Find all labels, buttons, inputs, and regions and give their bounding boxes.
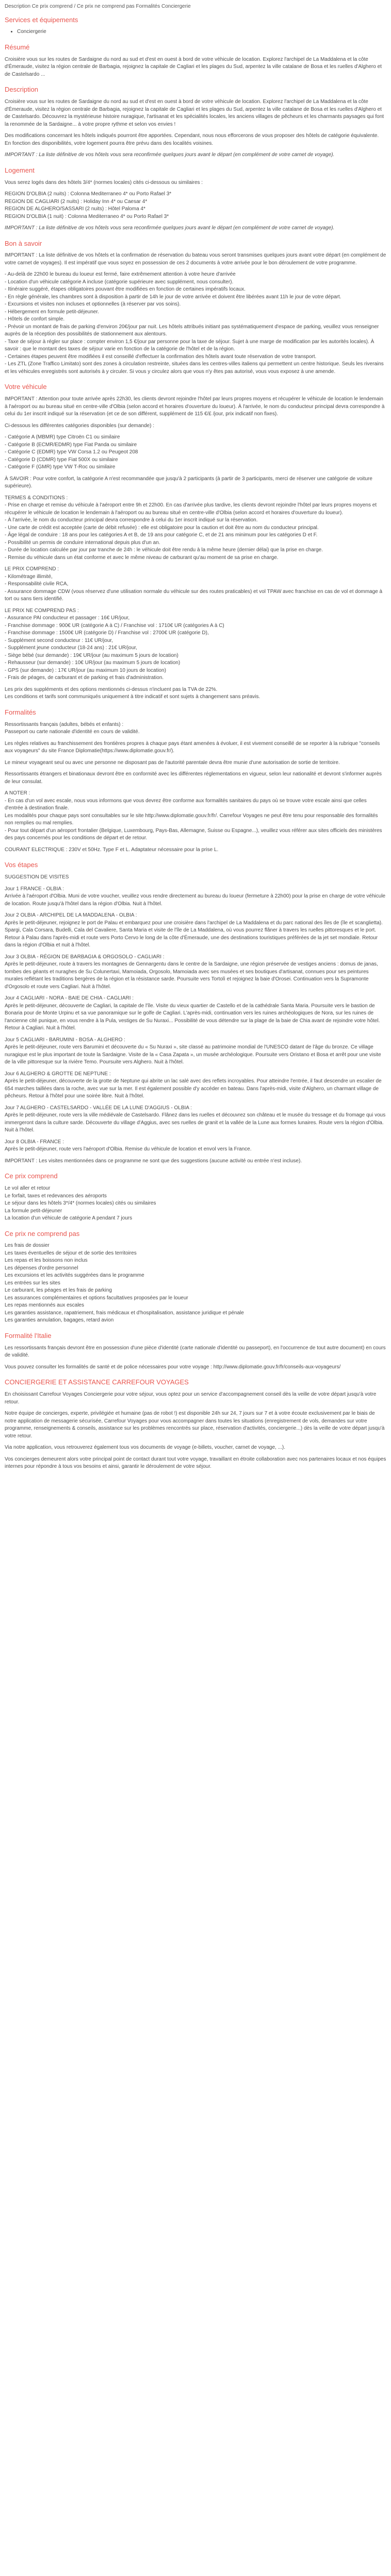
vehicule-note: Les prix des suppléments et des options mentionnés ci-dessus n'incluent pas la TVA de 22%. xyxy=(5,686,218,692)
conciergerie-paragraph: En choisissant Carrefour Voyages Conciergerie pour votre séjour, vous optez pour un service d'accompagnement conseil dès la veille de votre départ jusqu'à votre retour. xyxy=(5,1392,377,1405)
bonasavoir-line: - En règle générale, les chambres sont à disposition à partir de 14h le jour de votre arrivée et doivent être libérées avant 11h le jour de votre départ. xyxy=(5,294,341,300)
vehicule-category: - Catégorie C (EDMR) type VW Corsa 1.2 ou Peugeot 208 xyxy=(5,449,138,455)
vehicule-paragraph: IMPORTANT : Attention pour toute arrivée après 22h30, les clients devront rejoindre l'hôtel par leurs propres moyens et récupérer le véhicule de location le lendemain à l'aéroport ou au bureau situé en centre-ville d'Olbia (selon accord et horaires d'ouverture du loueur). À l'arrivée, le nom du conducteur principal devra correspondre à celui du 1er inscrit indiqué sur la réservation (et ce de son différent, supplément de 115 €/£ /jour, prix indicatif non fixes). xyxy=(5,396,385,417)
hotel-line: REGION D'OLBIA (2 nuits) : Colonna Mediterraneo 4* ou Porto Rafael 3* xyxy=(5,191,172,197)
bonasavoir-line: - Itinéraire suggéré, étapes obligatoires pouvant être modifiées en fonction de certaines impératifs locaux. xyxy=(5,286,246,293)
bonasavoir-line: - Excursions et visites non incluses et optionnelles (à réserver par vos soins). xyxy=(5,301,181,308)
bonasavoir-line: - Taxe de séjour à régler sur place : compter environ 1,5 €/jour par personne pour la taxe de séjour. Sujet à une marge de modification par les autorités locales). À savoir : que le montant des taxes de séjour varie en fonction de la catégorie de l'hôtel et de la région. xyxy=(5,338,374,352)
exclus-line: Les repas et les boissons non inclus xyxy=(5,1258,88,1264)
excludes-line: - Assurance PAI conducteur et passager : 16€ UR/jour, xyxy=(5,615,130,621)
terms-title: TERMES & CONDITIONS : xyxy=(5,495,68,501)
formalite-italie-paragraph: Vous pouvez consulter les formalités de santé et de police nécessaires pour votre voyage : http://www.diplomatie.gouv.fr/fr/conseils-aux-voyageurs/ xyxy=(5,1364,341,1370)
day-heading: Jour 3 OLBIA - RÉGION DE BARBAGIA & ORGOSOLO - CAGLIARI : xyxy=(5,954,165,960)
services-list xyxy=(5,28,386,36)
service-item: • Conciergerie xyxy=(17,28,386,36)
includes-line: - Assurance dommage CDW (vous réservez d'une utilisation normale du véhicule sur des routes praticables) et vol TPAW avec franchise en cas de vol et dommage à tort ou sans tiers identifié. xyxy=(5,588,383,602)
bonasavoir-line: - Hôtels de confort simple. xyxy=(5,316,65,323)
exclus-line: Les garanties assistance, rapatriement, frais médicaux et d'hospitalisation, assistance juridique et pénale xyxy=(5,1310,244,1316)
services-section xyxy=(5,16,386,36)
description-section xyxy=(5,86,386,159)
day-heading: Jour 6 ALGHERO & GROTTE DE NEPTUNE : xyxy=(5,1071,111,1077)
resume-section xyxy=(5,43,386,78)
bonasavoir-section xyxy=(5,240,386,376)
formalite-italie-section xyxy=(5,1332,386,1371)
day-text: Après le petit-déjeuner, route vers l'aéroport d'Olbia. Remise du véhicule de location et envol vers la France. xyxy=(5,1146,252,1153)
excludes-line: - Franchise dommage : 900€ UR (catégorie A à C) / Franchise vol : 1710€ UR (catégories A à C) xyxy=(5,622,224,629)
excludes-line: - Siège bébé (sur demande) : 19€ UR/jour (au maximum 5 jours de location) xyxy=(5,652,178,658)
terms-line: - Une carte de crédit est acceptée (carte de débit refusée) : elle est obligatoire pour la caution et doit être au nom du conducteur principal. xyxy=(5,524,319,531)
bonasavoir-line: - Prévoir un montant de frais de parking d'environ 20€/jour par nuit. Les hôtels attribués initiant pas systématiquement d'espace de parking, veuillez vous renseigner auprès de la réception des possibilités de stationnement aux alentours. xyxy=(5,324,379,337)
etapes-section xyxy=(5,861,386,1165)
exclus-line: Le carburant, les péages et les frais de parking xyxy=(5,1287,112,1294)
formalites-note-title: A NOTER : xyxy=(5,790,30,796)
day-text: Après le petit-déjeuner, route vers Barumini et découverte du « Su Nuraxi », site classé au patrimoine mondial de l'UNESCO datant de l'âge du bronze. Ce village nuragique est le plus important de toute la Sardaigne. Visite de la « Casa Zapata », un musée archéologique. Poursuite vers Oristano et Bosa et arrêt pour une visite de la ville pittoresque sur la rivière Temo. Poursuite vers Alghero. Nuit à l'hôtel. xyxy=(5,1044,381,1065)
vehicule-paragraph: À SAVOIR : Pour votre confort, la catégorie A n'est recommandée que jusqu'à 2 participants (à partir de 3 participants, merci de réserver une catégorie de voiture supérieure). xyxy=(5,476,372,489)
day-heading: Jour 5 CAGLIARI - BARUMINI - BOSA - ALGHERO : xyxy=(5,1037,125,1043)
exclus-line: Les repas mentionnés aux escales xyxy=(5,1302,84,1309)
day-text: Arrivée à l'aéroport d'Olbia. Muni de votre voucher, veuillez vous rendre directement au bureau du loueur (fermeture à 22h00) pour la prise en charge de votre véhicule de location. Route jusqu'à l'hôtel dans la région d'Olbia. Nuit à l'hôtel. xyxy=(5,893,386,907)
day-text: Après le petit-déjeuner, rejoignez le port de Palau et embarquez pour une croisière dans l'archipel de La Maddalena et du parc national des îles de (île et scanglietta). Spargi, Cala Corsara, Budelli, Cala del Cavaliere, Santa Maria et visite de l'île de La Maddalena, où vous pourrez flâner à travers les ruelles pittoresques et le port. Retour à Palau dans l'après-midi et route vers Porto Cervo le long de la côte d'Émeraude, une des destinations touristiques préférées de la jet set mondiale. Retour dans la région d'Olbia et nuit à l'hôtel. xyxy=(5,920,383,948)
vehicule-note: Les conditions et tarifs sont communiqués uniquement à titre indicatif et sont sujets à changement sans préavis. xyxy=(5,694,260,700)
day-heading: Jour 7 ALGHERO - CASTELSARDO - VALLÉE DE LA LUNE D'AGGIUS - OLBIA : xyxy=(5,1105,192,1111)
hotel-line: REGION D'OLBIA (1 nuit) : Colonna Mediterraneo 4* ou Porto Rafael 3* xyxy=(5,213,169,219)
formalites-electric: COURANT ELECTRIQUE : 230V et 50Hz. Type F et L. Adaptateur nécessaire pour la prise L. xyxy=(5,846,219,853)
bonasavoir-line: - Location d'un véhicule catégorie A incluse (catégorie supérieure avec supplément, nous consulter). xyxy=(5,279,234,285)
bonasavoir-line: - Certaines étapes peuvent être modifiées il est conseillé d'effectuer la confirmation des hôtels avant toute réservation de votre transport. xyxy=(5,353,317,360)
formalites-line: Ressortissants français (adultes, bébés et enfants) : xyxy=(5,721,124,727)
terms-line: - Prise en charge et remise du véhicule à l'aéroport entre 9h et 22h00. En cas d'arrivée plus tardive, les clients devront rejoindre l'hôtel par leurs propres moyens et récupérer le véhicule de location le lendemain à l'aéroport ou au bureau situé en centre-ville d'Olbia (selon accord et horaires d'ouverture du loueur). xyxy=(5,502,377,516)
formalites-note-line: Les modalités pour chaque pays sont consultables sur le site http://www.diplomatie.gouv.fr/fr/. Carrefour Voyages ne peut être tenu pour responsable des formalités non remplies ou mal remplies. xyxy=(5,812,378,826)
day-heading: Jour 2 OLBIA - ARCHIPEL DE LA MADDALENA - OLBIA : xyxy=(5,912,137,919)
conciergerie-section xyxy=(5,1378,386,1470)
vehicule-category: - Catégorie D (CDMR) type Fiat 500X ou similaire xyxy=(5,456,118,463)
terms-line: - Remise du véhicule dans un état conforme et avec le même niveau de carburant qu'au moment de sa prise en charge. xyxy=(5,554,279,561)
day-text: Après le petit-déjeuner, découverte de la grotte de Neptune qui abrite un lac salé avec des reflets incroyables. Pour atteindre l'entrée, il faut descendre un escalier de 654 marches taillées dans la roche, avec vue sur la mer. Il est également possible d'y accéder en bateau. Dans l'après-midi, visite d'Alghero, un charmant village de pêcheurs. Retour à l'hôtel pour une soirée libre. Nuit à l'hôtel. xyxy=(5,1078,382,1099)
exclus-title: Ce prix ne comprend pas xyxy=(5,1229,80,1238)
exclus-line: Les assurances complémentaires et options facultatives proposées par le loueur xyxy=(5,1295,188,1301)
terms-line: - Possibilité un permis de conduire international depuis plus d'un an. xyxy=(5,539,160,546)
description-paragraph: Croisière vous sur les routes de Sardaigne du nord au sud et d'est en ouest à bord de votre véhicule de location. Explorez l'archipel de La Maddalena et la côte d'Émeraude, visitez la région centrale de Barbagia, rejoignez la capitale de Cagliari et les plages du Sud, arpentez la ville catalane de Bosa et les ruelles d'Alghero et de Castelsardo. Découvrez la mystérieuse histoire nuragique, l'artisanat et les spécialités locales, les anciens villages de pêcheurs et les charmants paysages qui font la renommée de la Sardaigne... à votre propre rythme et selon vos envies ! xyxy=(5,99,384,127)
logement-section xyxy=(5,166,386,232)
vehicule-paragraph: Ci-dessous les différentes catégories disponibles (sur demande) : xyxy=(5,422,154,429)
terms-line: - À l'arrivée, le nom du conducteur principal devra correspondre à celui du 1er inscrit indiqué sur la réservation. xyxy=(5,517,258,523)
includes-title: LE PRIX COMPREND : xyxy=(5,566,59,572)
formalite-italie-paragraph: Les ressortissants français devront être en possession d'une pièce d'identité (carte nationale d'identité ou passeport), en l'occurrence de tout autre document) en cours de validité. xyxy=(5,1345,386,1359)
formalites-line: Passeport ou carte nationale d'identité en cours de validité. xyxy=(5,729,140,735)
formalites-paragraph: Les règles relatives au franchissement des frontières propres à chaque pays étant amenées à évoluer, il est vivement conseillé de se reporter à la rubrique "conseils aux voyageurs" du site France Diplomatie(https://www.diplomatie.gouv.fr/). xyxy=(5,740,380,754)
formalites-note-line: - En cas d'un vol avec escale, nous vous informons que vous devrez être conforme aux formalités sanitaires du pays où se trouve votre escale ainsi que celles d'entrée à destination finale. xyxy=(5,798,367,811)
terms-line: - Âge légal de conduire : 18 ans pour les catégories A et B, de 19 ans pour catégorie C, et de 21 ans minimum pour les catégories D et F. xyxy=(5,532,318,538)
conciergerie-paragraph: Via notre application, vous retrouverez également tous vos documents de voyage (e-billets, voucher, carnet de voyage, ...). xyxy=(5,1445,286,1451)
day-heading: Jour 4 CAGLIARI - NORA - BAIE DE CHIA - CAGLIARI : xyxy=(5,995,134,1002)
formalites-section xyxy=(5,708,386,854)
formalites-paragraph: Ressortissants étrangers et binationaux devront être en conformité avec les différentes réglementations en vigueur, selon leur nationalité et devront s'informer auprès de leur consulat. xyxy=(5,771,382,785)
day-text: Après le petit-déjeuner, route à travers les montagnes de Gennargentu dans le centre de la Sardaigne, une région préservée de vestiges anciens : domus de janas, tombes des géants et nuraghes de Su Colunertaxi, Mamoiada, Orgosolo, Mamoiada avec ses musées et ses boutiques d'artisanat, connues pour ses peintures murales reflétant les traditions bergères de la région et la résistance sarde. Poursuite vers Tortolì et rejoignez la baie d'Orosei. Continuation vers la Supramonte d'Orgosolo et route vers Cagliari. Nuit à l'hôtel. xyxy=(5,961,378,990)
day-heading: Jour 8 OLBIA - FRANCE : xyxy=(5,1139,64,1145)
inclus-line: La location d'un véhicule de catégorie A pendant 7 jours xyxy=(5,1215,133,1222)
description-title: Description xyxy=(5,86,39,94)
exclus-line: Les excursions et les activités suggérées dans le programme xyxy=(5,1273,144,1279)
exclus-line: Les garanties annulation, bagages, retard avion xyxy=(5,1317,114,1324)
inclus-title: Ce prix comprend xyxy=(5,1172,58,1180)
logement-note: IMPORTANT : La liste définitive de vos hôtels vous sera reconfirmée quelques jours avant le départ (en complément de votre carnet de voyage). xyxy=(5,225,335,231)
vehicule-category: - Catégorie F (GMR) type VW T-Roc ou similaire xyxy=(5,464,116,470)
formalites-title: Formalités xyxy=(5,708,36,716)
excludes-line: - Frais de péages, de carburant et de parking et frais d'administration. xyxy=(5,675,164,681)
exclus-line: Les taxes éventuelles de séjour et de sortie des territoires xyxy=(5,1250,137,1256)
bonasavoir-line: - Hébergement en formule petit-déjeuner. xyxy=(5,309,99,315)
inclus-line: Le séjour dans les hôtels 3*/4* (normes locales) cités ou similaires xyxy=(5,1200,156,1207)
logement-title: Logement xyxy=(5,166,35,174)
day-text: Après le petit-déjeuner, découverte de Cagliari, la capitale de l'île. Visite du vieux quartier de Castello et de la cathédrale Santa Maria. Poursuite vers le bastion de Bonaria pour de Monte Urpinu et sa vue panoramique sur le golfe de Cagliari. L'après-midi, continuation vers les ruines archéologiques de Nora, sur les ruines de l'ancienne cité punique, en vous rendre à la Pula, vestiges de Su Nuraxi... Possibilité de vous détendre sur la plage de la baie de Chia avant de rejoindre votre hôtel. Retour à Cagliari. Nuit à l'hôtel. xyxy=(5,1003,380,1031)
logement-intro: Vous serez logés dans des hôtels 3/4* (normes locales) cités ci-dessous ou similaires : xyxy=(5,179,203,185)
formalites-paragraph: Le mineur voyageant seul ou avec une personne ne disposant pas de l'autorité parentale devra être munie d'une autorisation de sortie de territoire. xyxy=(5,759,340,766)
includes-line: - Kilométrage illimité, xyxy=(5,573,53,580)
excludes-line: - Supplément jeune conducteur (18-24 ans) : 21€ UR/jour, xyxy=(5,645,137,651)
exclus-section xyxy=(5,1230,386,1325)
description-paragraph: Des modifications concernant les hôtels indiqués pourront être apportées. Cependant, nous nous efforcerons de vous proposer des hôtels de catégorie équivalente. En fonction des disponibilités, votre logement pourra être prévu dans des localités voisines. xyxy=(5,133,379,146)
inclus-section xyxy=(5,1172,386,1222)
bonasavoir-paragraph: IMPORTANT : La liste définitive de vos hôtels et la confirmation de réservation du bateau vous seront transmises quelques jours avant votre départ (en complément de votre carnet de voyages). Il est impératif que vous soyez en possession de ces 2 documents à votre arrivée pour le bon déroulement de votre programme. xyxy=(5,252,386,266)
conciergerie-title: CONCIERGERIE ET ASSISTANCE CARREFOUR VOYAGES xyxy=(5,1378,189,1386)
excludes-title: LE PRIX NE COMPREND PAS : xyxy=(5,607,79,614)
exclus-line: Les dépenses d'ordre personnel xyxy=(5,1265,78,1271)
etapes-title: Vos étapes xyxy=(5,861,38,869)
includes-line: - Responsabilité civile RCA, xyxy=(5,581,69,587)
bonasavoir-line: - Les ZTL (Zone Traffico Limitato) sont des zones à circulation restreinte, situées dans les centres-villes italiens qui permettent un centre historique. Seuls les riverains et les véhicules enregistrés sont autorisés à y circuler. Si vous y circulez alors que vous n'y êtes pas autorisé, vous vous exposez à une amende. xyxy=(5,361,384,375)
day-heading: Jour 1 FRANCE - OLBIA : xyxy=(5,886,64,892)
inclus-line: La formule petit-déjeuner xyxy=(5,1208,62,1214)
excludes-line: - Rehausseur (sur demande) : 10€ UR/jour (au maximum 5 jours de location) xyxy=(5,660,181,666)
hotel-line: REGION DE ALGHERO/SASSARI (2 nuits) : Hôtel Paloma 4* xyxy=(5,206,145,212)
bonasavoir-title: Bon à savoir xyxy=(5,239,42,247)
exclus-line: Les frais de dossier xyxy=(5,1243,50,1249)
inclus-line: Le vol aller et retour xyxy=(5,1185,51,1192)
conciergerie-paragraph: Notre équipe de concierges, experte, privilégiée et humaine (pas de robot !) est disponible 24h sur 24, 7 jours sur 7 et à votre écoute exclusivement par le biais de notre application de messagerie sécurisée, Carrefour Voyages pour vous accompagner dans toutes les situations (enregistrement de vols, demandes sur votre programme, renseignements & conseils, assistance sur les problèmes rencontrés sur place, réservation d'activités, conciergerie...) dès la veille de votre départ jusqu'à votre retour. xyxy=(5,1411,385,1439)
vehicule-category: - Catégorie B (ECMR/EDMR) type Fiat Panda ou similaire xyxy=(5,442,137,448)
description-note: IMPORTANT : La liste définitive de vos hôtels vous sera reconfirmée quelques jours avant le départ (en complément de votre carnet de voyage). xyxy=(5,152,335,158)
vehicule-section xyxy=(5,383,386,701)
breadcrumb: Description Ce prix comprend / Ce prix ne comprend pas Formalités Conciergerie xyxy=(5,4,191,9)
resume-text: Croisière vous sur les routes de Sardaigne du nord au sud et d'est en ouest à bord de votre véhicule de location. Explorez l'archipel de La Maddalena et la côte d'Émeraude, visitez la région centrale de Barbagia, rejoignez la capitale de Cagliari et les plages du Sud, arpentez la ville catalane de Bosa et les ruelles d'Alghero et de Castelsardo ... xyxy=(5,56,382,77)
excludes-line: - Franchise dommage : 1500€ UR (catégorie D) / Franchise vol : 2700€ UR (catégorie D), xyxy=(5,630,209,636)
formalite-italie-title: Formalité l'Italie xyxy=(5,1331,52,1340)
excludes-line: - GPS (sur demande) : 17€ UR/jour (au maximum 10 jours de location) xyxy=(5,667,166,673)
formalites-note-line: - Pour tout départ d'un aéroport frontalier (Belgique, Luxembourg, Pays-Bas, Allemagne, Suisse ou Espagne...), veuillez vous référer aux sites officiels des ministères des pays concernés pour les conditions de départ et de retour. xyxy=(5,827,382,841)
day-text: Après le petit-déjeuner, route vers la ville médiévale de Castelsardo. Flânez dans les ruelles et découvrez son château et le musée du tressage et du fromage qui vous immergeront dans la culture sarde. Découverte du village d'Aggius, avec ses ruelles de granit et la vallée de la Lune aux formes lunaires. Route vers la région d'Olbia. Nuit à l'hôtel. xyxy=(5,1112,386,1133)
bonasavoir-line: - Au-delà de 22h00 le bureau du loueur est fermé, faire extrêmement attention à votre heure d'arrivée xyxy=(5,272,236,278)
etapes-subtitle: SUGGESTION DE VISITES xyxy=(5,874,69,880)
services-title: Services et équipements xyxy=(5,15,78,24)
excludes-line: - Supplément second conducteur : 11€ UR/jour, xyxy=(5,637,113,643)
hotel-line: REGION DE CAGLIARI (2 nuits) : Holiday Inn 4* ou Caesar 4* xyxy=(5,198,148,205)
vehicule-title: Votre véhicule xyxy=(5,383,47,391)
resume-title: Résumé xyxy=(5,43,30,51)
conciergerie-paragraph: Vos concierges demeurent alors votre principal point de contact durant tout votre voyage, travaillant en étroite collaboration avec nos partenaires locaux et nos équipes internes pour répondre à tous vos besoins et ainsi, garantir le déroulement de votre séjour. xyxy=(5,1456,386,1470)
terms-line: - Durée de location calculée par jour par tranche de 24h : le véhicule doit être rendu à la même heure (dernier délai) que la prise en charge. xyxy=(5,547,323,553)
vehicule-category: - Catégorie A (MBMR) type Citroën C1 ou similaire xyxy=(5,434,120,440)
etapes-note: IMPORTANT : Les visites mentionnées dans ce programme ne sont que des suggestions (aucune activité ou entrée n'est incluse). xyxy=(5,1158,302,1164)
exclus-line: Les entrées sur les sites xyxy=(5,1280,60,1286)
inclus-line: Le forfait, taxes et redevances des aéroports xyxy=(5,1193,107,1199)
